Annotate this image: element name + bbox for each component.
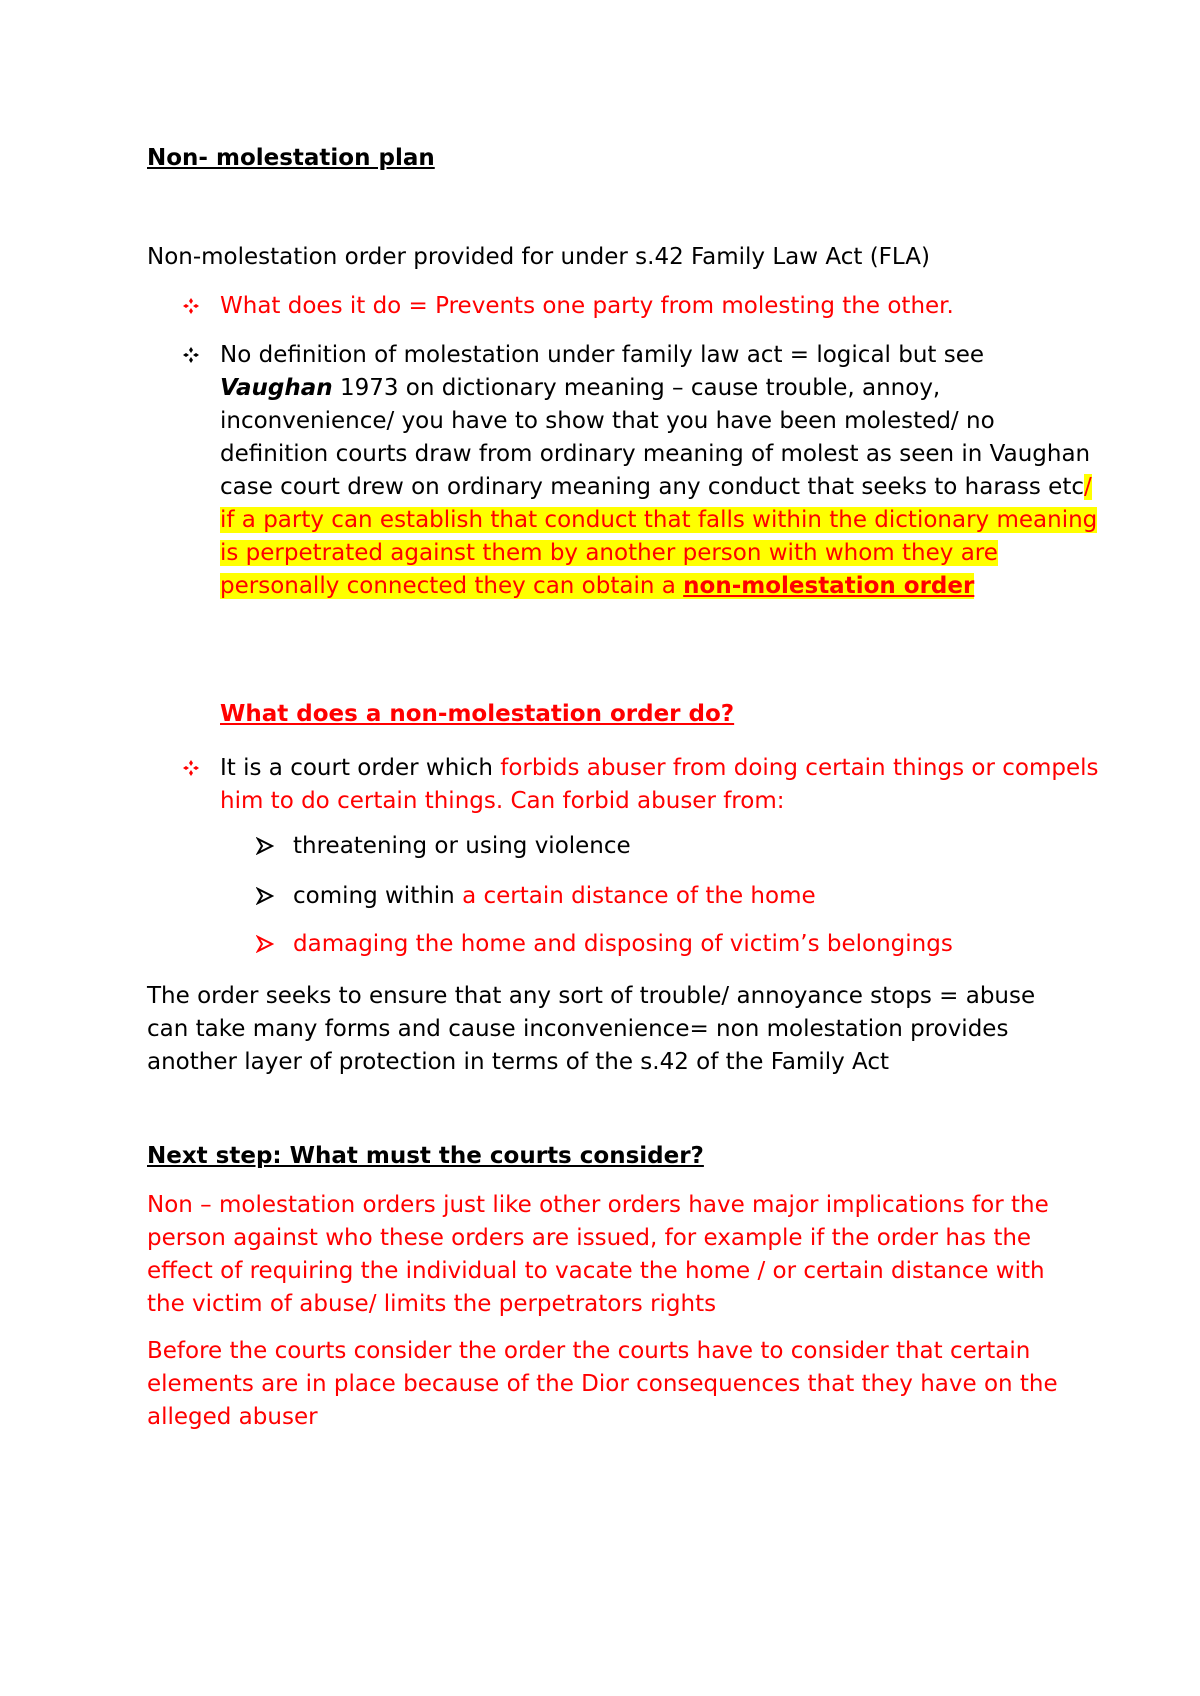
bullet3-text: It is a court order which	[220, 755, 501, 781]
diamond-bullet-icon	[183, 342, 219, 366]
diamond-bullet-icon	[183, 755, 219, 779]
list-item-text: coming within	[293, 883, 463, 909]
intro-paragraph: Non-molestation order provided for under s.42 Family Law Act (FLA)	[147, 244, 930, 270]
bullet2-text-continued: 1973 on dictionary meaning – cause trouble, annoy, inconvenience/ you have to show that you have been molested/ no definition courts draw from ordinary meaning of molest as seen in Vaughan case court drew on ordinary meaning any conduct that seeks to harass etc	[220, 375, 1091, 500]
list-item	[293, 883, 816, 909]
bullet-no-definition	[220, 339, 1100, 603]
summary-paragraph: The order seeks to ensure that any sort of trouble/ annoyance stops = abuse can take many forms and cause inconvenience= non molestation provides another layer of protection in terms of the s.42 of the Family Act	[147, 983, 1036, 1075]
list-item-red-text: damaging the home and disposing of victim’s belongings	[293, 931, 953, 957]
bullet2-text: No definition of molestation under family law act = logical but see	[220, 342, 985, 368]
bullet3-red-text: forbids abuser from doing certain things or compels him to do certain things. Can forbid abuser from:	[220, 755, 1099, 814]
arrow-bullet-icon	[256, 934, 292, 958]
arrow-bullet-icon	[256, 836, 292, 860]
next-step-heading: Next step: What must the courts consider?	[147, 1143, 704, 1169]
diamond-bullet-icon	[183, 293, 219, 317]
arrow-bullet-icon	[256, 886, 292, 910]
list-item-red-text: a certain distance of the home	[462, 883, 816, 909]
page-title: Non- molestation plan	[147, 145, 435, 171]
list-item	[293, 931, 953, 957]
next-step-paragraph-2: Before the courts consider the order the courts have to consider that certain elements are in place because of the Dior consequences that they have on the alleged abuser	[147, 1338, 1058, 1430]
list-item-text: threatening or using violence	[293, 833, 631, 859]
subheading-what-does-order-do: What does a non-molestation order do?	[220, 701, 735, 727]
case-name-vaughan: Vaughan	[220, 375, 333, 401]
bullet-court-order	[220, 752, 1100, 818]
highlighted-bold-term: non-molestation order	[683, 573, 975, 599]
next-step-paragraph-1: Non – molestation orders just like other orders have major implications for the person against who these orders are issued, for example if the order has the effect of requiring the individual to vacate the home / or certain distance with the victim of abuse/ limits the perpetrators rights	[147, 1192, 1049, 1317]
list-item	[293, 833, 631, 859]
bullet-what-does-it-do: What does it do = Prevents one party from molesting the other.	[220, 293, 954, 319]
highlighted-text: / if a party can establish that conduct that falls within the dictionary meaning is perpetrated against them by another person with whom they are personally connected they can obtain a	[220, 474, 1098, 599]
